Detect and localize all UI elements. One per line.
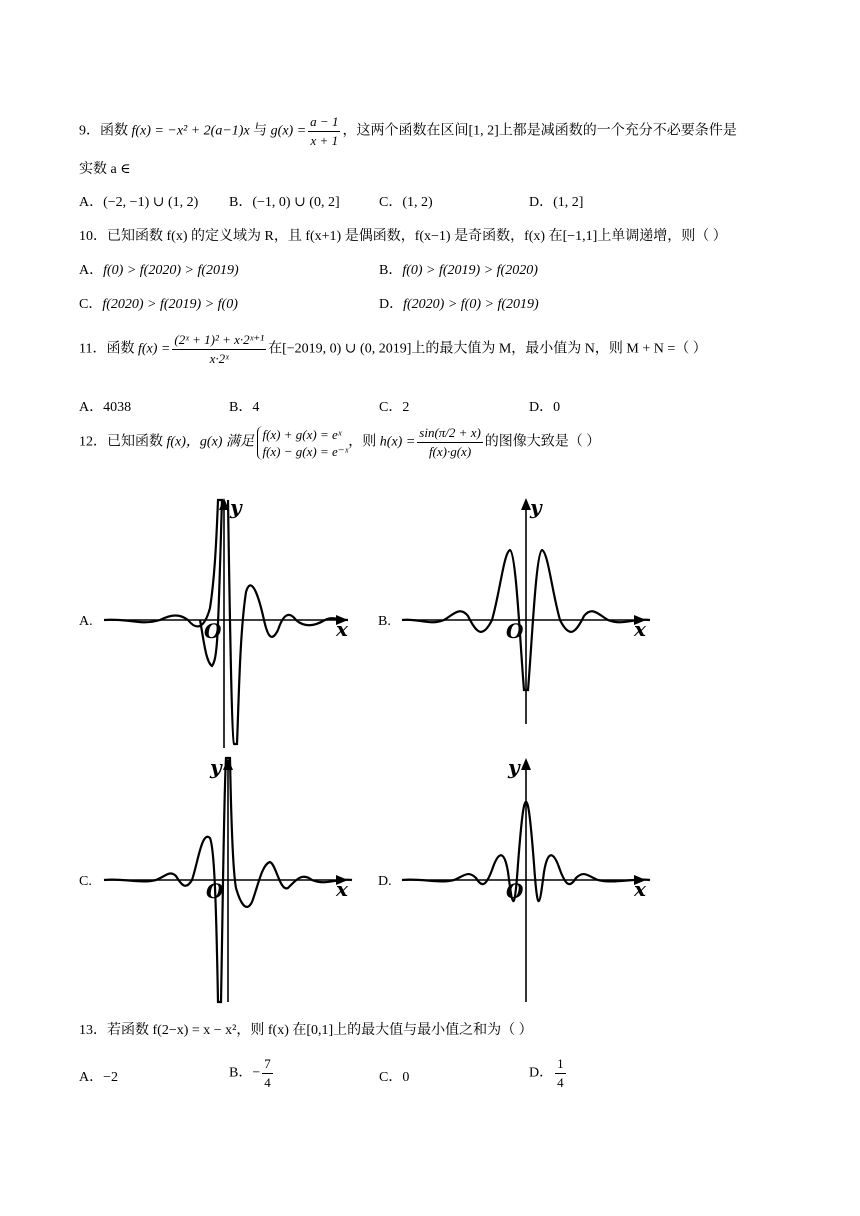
q10-option-a[interactable]: A．f(0) > f(2020) > f(2019) [79,263,239,278]
question-13-stem: 13．若函数 f(2−x) = x − x²，则 f(x) 在[0,1]上的最大值与最小值之和为（ ） [79,1023,533,1038]
q9-option-d[interactable]: D．(1, 2] [529,195,584,210]
graph-b[interactable] [398,492,658,752]
h-fraction: $\frac{\sin(\pi/2 + x)}{f(x)\cdot g(x)}$ [419,425,481,459]
q9-option-c[interactable]: C．(1, 2) [379,195,433,210]
y-axis-label: y [210,755,222,779]
x-axis-label: x [634,617,646,641]
equation-system: f(x) + g(x) = eˣ f(x) − g(x) = e⁻ˣ [257,426,348,460]
origin-label: O [506,619,524,643]
origin-label: O [206,879,224,903]
q13-option-a[interactable]: A．−2 [79,1070,119,1085]
question-9-line2: 实数 a ∈ [79,162,131,177]
graph-b-label[interactable]: B. [378,614,391,629]
graph-a-label[interactable]: A. [79,614,93,629]
q11-option-c[interactable]: C．2 [379,400,410,415]
question-9-stem: 9．函数 f(x) = −x² + 2(a−1)x 与 g(x) = $\frac{a - 1}{x + 1}$ ，这两个函数在区间[1, 2]上都是减函数的一个充分不必要条件是 [79,114,737,148]
y-axis-label: y [230,495,242,519]
graph-a[interactable] [100,492,360,752]
q13-option-c[interactable]: C．0 [379,1070,410,1085]
g-fraction: $\frac{a - 1}{x + 1}$ [310,114,339,148]
fraction-1-4: $\frac{1}{4}$ [557,1056,564,1090]
q13-option-b[interactable]: B．− $\frac{7}{4}$ [229,1056,271,1090]
f-fraction: $\frac{\text{(2ˣ + 1)² + x·2ˣ⁺¹}}{\text{x·2ˣ}}$ [174,332,265,366]
graph-c-label[interactable]: C. [79,874,92,889]
x-axis-label: x [634,877,646,901]
fraction-neg-7-4: $\frac{7}{4}$ [264,1056,271,1090]
question-12-stem: 12．已知函数 f(x)，g(x) 满足 f(x) + g(x) = eˣ f(x) − g(x) = e⁻ˣ，则 h(x) = $\frac{\sin(\pi/2 + x)}{f(x)\cdot g(x)}$ 的图像大致是（ ） [79,425,601,459]
question-11-stem: 11．函数 f(x) = $\frac{\text{(2ˣ + 1)² + x·2ˣ⁺¹}}{\text{x·2ˣ}}$ 在[−2019, 0) ∪ (0, 2019]上的最大值为 M，最小值为 N，则 M + N =（ ） [79,332,707,366]
origin-label: O [506,879,524,903]
q10-option-c[interactable]: C．f(2020) > f(2019) > f(0) [79,297,238,312]
y-axis-label: y [530,495,542,519]
x-axis-label: x [336,877,348,901]
graph-d-label[interactable]: D. [378,874,392,889]
graph-d[interactable] [398,752,658,1012]
graph-c[interactable] [100,752,360,1012]
q9-option-b[interactable]: B．(−1, 0) ∪ (0, 2] [229,195,340,210]
question-10-stem: 10．已知函数 f(x) 的定义域为 R，且 f(x+1) 是偶函数，f(x−1) 是奇函数，f(x) 在[−1,1]上单调递增，则（ ） [79,229,727,244]
q9-option-a[interactable]: A．(−2, −1) ∪ (1, 2) [79,195,199,210]
q11-option-b[interactable]: B．4 [229,400,260,415]
q11-option-a[interactable]: A．4038 [79,400,132,415]
y-axis-arrow [521,758,531,770]
q10-option-b[interactable]: B．f(0) > f(2019) > f(2020) [379,263,538,278]
q11-option-d[interactable]: D．0 [529,400,561,415]
x-axis-label: x [336,617,348,641]
q10-option-d[interactable]: D．f(2020) > f(0) > f(2019) [379,297,539,312]
origin-label: O [204,619,222,643]
y-axis-label: y [508,755,520,779]
q13-option-d[interactable]: D． $\frac{1}{4}$ [529,1056,564,1090]
